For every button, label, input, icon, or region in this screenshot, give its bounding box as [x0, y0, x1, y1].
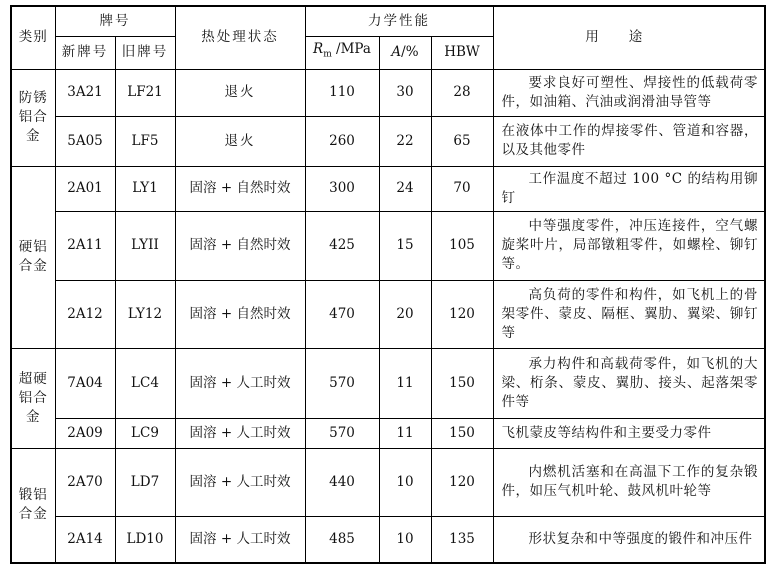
heat-cell: 固溶 + 自然时效 [175, 211, 305, 280]
rm-cell: 570 [305, 348, 379, 418]
new-grade-cell: 2A09 [55, 418, 115, 448]
new-grade-cell: 3A21 [55, 69, 115, 116]
rm-symbol: R [313, 41, 324, 58]
hbw-cell: 150 [431, 348, 493, 418]
rm-cell: 300 [305, 166, 379, 211]
heat-cell: 固溶 + 人工时效 [175, 348, 305, 418]
table-row [11, 69, 765, 116]
a-cell: 10 [379, 516, 431, 563]
new-grade-cell: 2A01 [55, 166, 115, 211]
header-elongation [379, 36, 431, 69]
header-new-grade: 新牌号 [55, 36, 115, 69]
hbw-cell: 65 [431, 116, 493, 166]
rm-cell: 485 [305, 516, 379, 563]
old-grade-cell: LYII [115, 211, 175, 280]
table-row [11, 116, 765, 166]
header-row-1 [11, 6, 765, 36]
a-cell: 15 [379, 211, 431, 280]
heat-cell: 固溶 + 人工时效 [175, 418, 305, 448]
usage-cell: 承力构件和高载荷零件，如飞机的大梁、桁条、蒙皮、翼肋、接头、起落架零件等 [493, 348, 765, 418]
header-old-grade: 旧牌号 [115, 36, 175, 69]
a-cell: 24 [379, 166, 431, 211]
header-grade: 牌号 [55, 6, 175, 36]
table-row [11, 448, 765, 516]
heat-cell: 固溶 + 人工时效 [175, 448, 305, 516]
old-grade-cell: LD10 [115, 516, 175, 563]
new-grade-cell: 2A12 [55, 280, 115, 348]
rm-cell: 110 [305, 69, 379, 116]
header-usage: 用途 [493, 6, 765, 69]
a-cell: 10 [379, 448, 431, 516]
header-category: 类别 [11, 6, 55, 69]
table-row [11, 211, 765, 280]
hbw-cell: 70 [431, 166, 493, 211]
usage-cell: 形状复杂和中等强度的锻件和冲压件 [493, 516, 765, 563]
usage-cell: 工作温度不超过 100 °C 的结构用铆钉 [493, 166, 765, 211]
rm-cell: 440 [305, 448, 379, 516]
rm-unit: /MPa [336, 41, 371, 58]
heat-cell: 固溶 + 自然时效 [175, 280, 305, 348]
a-cell: 11 [379, 418, 431, 448]
new-grade-cell: 2A14 [55, 516, 115, 563]
rm-cell: 260 [305, 116, 379, 166]
category-cell: 超硬铝合金 [11, 348, 55, 448]
a-cell: 30 [379, 69, 431, 116]
header-heat-treatment: 热处理状态 [175, 6, 305, 69]
hbw-cell: 120 [431, 280, 493, 348]
rm-cell: 570 [305, 418, 379, 448]
new-grade-cell: 2A11 [55, 211, 115, 280]
table-row [11, 280, 765, 348]
usage-cell: 飞机蒙皮等结构件和主要受力零件 [493, 418, 765, 448]
usage-cell: 内燃机活塞和在高温下工作的复杂锻件，如压气机叶轮、鼓风机叶轮等 [493, 448, 765, 516]
category-cell: 防锈铝合金 [11, 69, 55, 166]
rm-sub: m [323, 49, 332, 60]
usage-cell: 高负荷的零件和构件，如飞机上的骨架零件、蒙皮、隔框、翼肋、翼梁、铆钉等 [493, 280, 765, 348]
category-cell: 硬铝合金 [11, 166, 55, 348]
header-mech-props: 力学性能 [305, 6, 493, 36]
table-row [11, 418, 765, 448]
rm-cell: 470 [305, 280, 379, 348]
old-grade-cell: LY12 [115, 280, 175, 348]
usage-cell: 在液体中工作的焊接零件、管道和容器，以及其他零件 [493, 116, 765, 166]
hbw-cell: 150 [431, 418, 493, 448]
old-grade-cell: LC4 [115, 348, 175, 418]
old-grade-cell: LY1 [115, 166, 175, 211]
header-hbw: HBW [431, 36, 493, 69]
old-grade-cell: LC9 [115, 418, 175, 448]
a-cell: 11 [379, 348, 431, 418]
rm-cell: 425 [305, 211, 379, 280]
a-cell: 20 [379, 280, 431, 348]
hbw-cell: 120 [431, 448, 493, 516]
hbw-cell: 28 [431, 69, 493, 116]
heat-cell: 固溶 + 自然时效 [175, 166, 305, 211]
table-container [10, 5, 766, 564]
heat-cell: 退火 [175, 116, 305, 166]
old-grade-cell: LD7 [115, 448, 175, 516]
aluminum-alloy-table [10, 5, 766, 564]
hbw-cell: 105 [431, 211, 493, 280]
old-grade-cell: LF21 [115, 69, 175, 116]
header-rm [305, 36, 379, 69]
usage-cell: 要求良好可塑性、焊接性的低载荷零件，如油箱、汽油或润滑油导管等 [493, 69, 765, 116]
a-symbol: A [391, 44, 402, 60]
table-row [11, 166, 765, 211]
usage-cell: 中等强度零件，冲压连接件，空气螺旋桨叶片，局部镦粗零件，如螺栓、铆钉等。 [493, 211, 765, 280]
new-grade-cell: 2A70 [55, 448, 115, 516]
a-cell: 22 [379, 116, 431, 166]
heat-cell: 退火 [175, 69, 305, 116]
a-unit: /% [401, 44, 419, 60]
category-cell: 锻铝合金 [11, 448, 55, 563]
table-row [11, 516, 765, 563]
new-grade-cell: 7A04 [55, 348, 115, 418]
table-row [11, 348, 765, 418]
old-grade-cell: LF5 [115, 116, 175, 166]
hbw-cell: 135 [431, 516, 493, 563]
heat-cell: 固溶 + 人工时效 [175, 516, 305, 563]
new-grade-cell: 5A05 [55, 116, 115, 166]
